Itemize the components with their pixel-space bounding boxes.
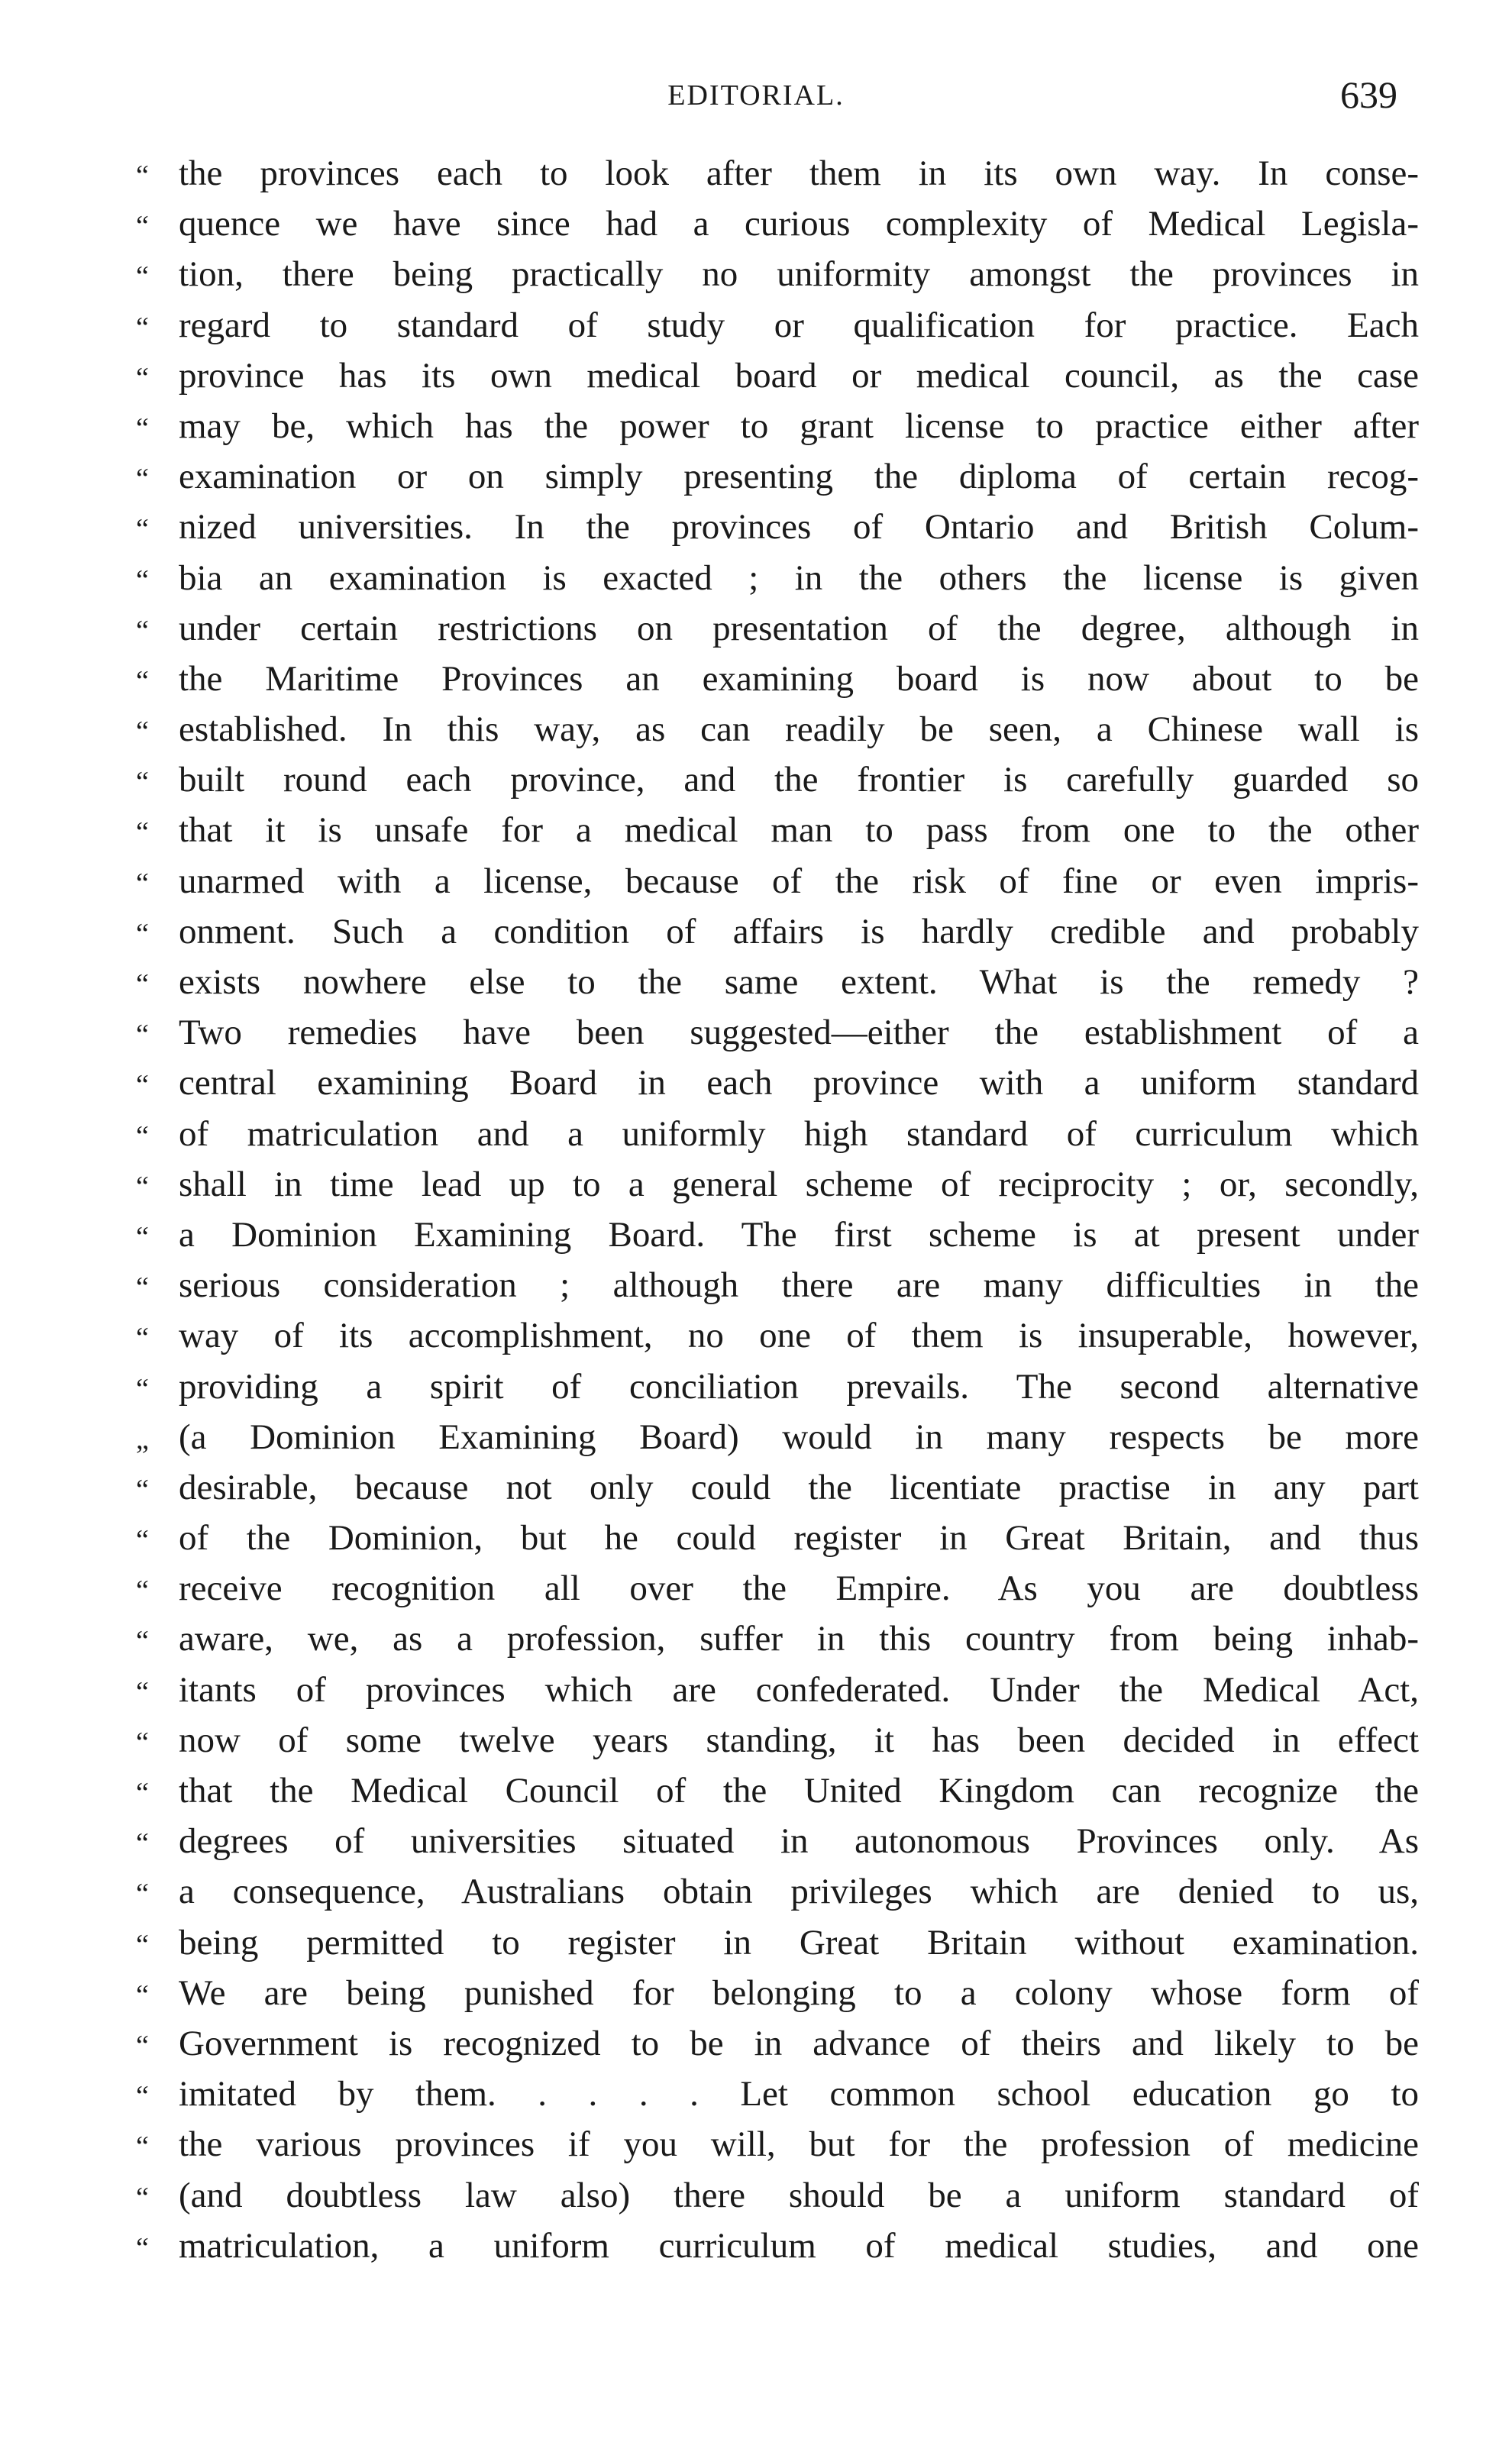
quote-mark: “: [136, 513, 149, 546]
line-text: bia an examination is exacted ; in the others the license is given: [179, 557, 1419, 598]
quote-mark: “: [136, 2181, 149, 2214]
text-line: [136, 1315, 1419, 1365]
running-head: [0, 73, 1512, 126]
quote-mark: “: [136, 1372, 149, 1405]
line-text: regard to standard of study or qualification for practice. Each: [179, 305, 1419, 345]
text-line: [136, 1770, 1419, 1820]
quote-mark: “: [136, 260, 149, 293]
line-text: may be, which has the power to grant license to practice either after: [179, 405, 1419, 446]
quote-mark: “: [136, 2131, 149, 2163]
line-text: under certain restrictions on presentation of the degree, although in: [179, 608, 1419, 648]
text-line: [136, 1214, 1419, 1265]
line-text: central examining Board in each province with a uniform standard: [179, 1063, 1419, 1103]
quote-mark: “: [136, 2231, 149, 2264]
line-text: (a Dominion Examining Board) would in many respects be more: [179, 1417, 1419, 1457]
quote-mark: “: [136, 664, 149, 697]
line-text: quence we have since had a curious complexity of Medical Legisla-: [179, 204, 1419, 244]
page-number: 639: [1340, 73, 1397, 116]
text-line: [136, 658, 1419, 709]
text-line: [136, 1417, 1419, 1467]
line-text: that the Medical Council of the United Kingdom can recognize the: [179, 1771, 1419, 1811]
quote-mark: “: [136, 1170, 149, 1203]
line-text: serious consideration ; although there are many difficulties in the: [179, 1265, 1419, 1306]
line-text: Government is recognized to be in advance of theirs and likely to be: [179, 2023, 1419, 2063]
quote-mark: “: [136, 1827, 149, 1860]
line-text: a consequence, Australians obtain privileges which are denied to us,: [179, 1872, 1419, 1912]
quote-mark: “: [136, 1473, 149, 1506]
line-text: now of some twelve years standing, it has been decided in effect: [179, 1720, 1419, 1760]
text-line: [136, 1568, 1419, 1618]
text-line: [136, 1871, 1419, 1921]
quote-mark: “: [136, 867, 149, 900]
quote-mark: “: [136, 412, 149, 444]
quote-mark: “: [136, 1524, 149, 1557]
line-text: the provinces each to look after them in its own way. In conse-: [179, 153, 1419, 193]
line-text: receive recognition all over the Empire. As you are doubtless: [179, 1568, 1419, 1609]
line-text: that it is unsafe for a medical man to pass from one to the other: [179, 810, 1419, 851]
line-text: nized universities. In the provinces of Ontario and British Colum-: [179, 507, 1419, 548]
line-text: tion, there being practically no uniformity amongst the provinces in: [179, 254, 1419, 295]
text-line: [136, 456, 1419, 506]
quote-mark: “: [136, 968, 149, 1000]
quote-mark: “: [136, 1220, 149, 1253]
line-text: of the Dominion, but he could register in Great Britain, and thus: [179, 1518, 1419, 1559]
quote-mark: “: [136, 311, 149, 344]
quote-mark: “: [136, 2080, 149, 2113]
line-text: degrees of universities situated in autonomous Provinces only. As: [179, 1821, 1419, 1862]
text-line: [136, 305, 1419, 355]
line-text: providing a spirit of conciliation prevails. The second alternative: [179, 1366, 1419, 1407]
text-line: [136, 2175, 1419, 2225]
line-text: of matriculation and a uniformly high standard of curriculum which: [179, 1113, 1419, 1154]
text-line: [136, 1062, 1419, 1113]
quote-mark: “: [136, 1777, 149, 1809]
line-text: exists nowhere else to the same extent. What is the remedy ?: [179, 962, 1419, 1002]
text-line: [136, 1972, 1419, 2023]
text-line: [136, 557, 1419, 608]
line-text: unarmed with a license, because of the risk of fine or even impris-: [179, 861, 1419, 901]
text-line: [136, 203, 1419, 254]
quote-mark: “: [136, 160, 149, 192]
quote-mark: “: [136, 1119, 149, 1152]
line-text: We are being punished for belonging to a colony whose form of: [179, 1972, 1419, 2013]
quote-mark: “: [136, 1271, 149, 1304]
text-line: [136, 405, 1419, 456]
line-text: way of its accomplishment, no one of them is insuperable, however,: [179, 1316, 1419, 1356]
text-line: [136, 608, 1419, 658]
quote-mark: “: [136, 463, 149, 496]
line-text: onment. Such a condition of affairs is hardly credible and probably: [179, 911, 1419, 951]
text-line: [136, 1517, 1419, 1568]
quote-mark: “: [136, 1625, 149, 1658]
quote-mark: “: [136, 1069, 149, 1102]
quote-mark: “: [136, 1575, 149, 1607]
quote-mark: “: [136, 1928, 149, 1961]
line-text: (and doubtless law also) there should be a uniform standard of: [179, 2175, 1419, 2215]
line-text: examination or on simply presenting the diploma of certain recog-: [179, 457, 1419, 497]
text-line: [136, 709, 1419, 759]
text-line: [136, 1265, 1419, 1315]
quote-mark: “: [136, 564, 149, 596]
line-text: the Maritime Provinces an examining board is now about to be: [179, 658, 1419, 699]
running-title: EDITORIAL.: [667, 79, 845, 111]
line-text: Two remedies have been suggested—either the establishment of a: [179, 1013, 1419, 1053]
line-text: the various provinces if you will, but for the profession of medicine: [179, 2124, 1419, 2165]
text-line: [136, 809, 1419, 860]
line-text: desirable, because not only could the licentiate practise in any part: [179, 1467, 1419, 1507]
text-line: [136, 506, 1419, 557]
text-line: [136, 1922, 1419, 1972]
line-text: aware, we, as a profession, suffer in this country from being inhab-: [179, 1619, 1419, 1659]
line-text: built round each province, and the frontier is carefully guarded so: [179, 760, 1419, 800]
text-line: [136, 1820, 1419, 1871]
text-line: [136, 2023, 1419, 2073]
text-line: [136, 961, 1419, 1012]
quote-mark: “: [136, 816, 149, 849]
text-line: [136, 1366, 1419, 1417]
quote-mark: “: [136, 1726, 149, 1759]
text-line: [136, 355, 1419, 405]
text-line: [136, 861, 1419, 911]
quote-mark: “: [136, 716, 149, 748]
line-text: itants of provinces which are confederated. Under the Medical Act,: [179, 1669, 1419, 1710]
text-line: [136, 1012, 1419, 1062]
text-line: [136, 1467, 1419, 1517]
line-text: a Dominion Examining Board. The first scheme is at present under: [179, 1214, 1419, 1255]
text-line: [136, 2225, 1419, 2276]
quote-mark: “: [136, 1878, 149, 1911]
line-text: imitated by them. . . . . Let common school education go to: [179, 2074, 1419, 2114]
quote-mark: “: [136, 766, 149, 799]
line-text: province has its own medical board or medical council, as the case: [179, 355, 1419, 396]
quote-mark: „: [136, 1423, 149, 1455]
quote-mark: “: [136, 1979, 149, 2011]
line-text: established. In this way, as can readily be seen, a Chinese wall is: [179, 709, 1419, 750]
text-line: [136, 1720, 1419, 1770]
text-line: [136, 911, 1419, 961]
line-text: being permitted to register in Great Britain without examination.: [179, 1922, 1419, 1963]
quote-mark: “: [136, 1675, 149, 1708]
text-line: [136, 2124, 1419, 2174]
quote-mark: “: [136, 614, 149, 647]
quote-mark: “: [136, 361, 149, 394]
quote-mark: “: [136, 210, 149, 243]
quote-mark: “: [136, 917, 149, 950]
line-text: matriculation, a uniform curriculum of medical studies, and one: [179, 2225, 1419, 2266]
quote-mark: “: [136, 2029, 149, 2062]
body-text: [136, 153, 1419, 2276]
text-line: [136, 153, 1419, 203]
text-line: [136, 2073, 1419, 2124]
line-text: shall in time lead up to a general scheme of reciprocity ; or, secondly,: [179, 1164, 1419, 1204]
text-line: [136, 1618, 1419, 1669]
text-line: [136, 254, 1419, 304]
text-line: [136, 1113, 1419, 1164]
text-line: [136, 759, 1419, 809]
text-line: [136, 1669, 1419, 1720]
text-line: [136, 1164, 1419, 1214]
quote-mark: “: [136, 1019, 149, 1052]
quote-mark: “: [136, 1322, 149, 1355]
